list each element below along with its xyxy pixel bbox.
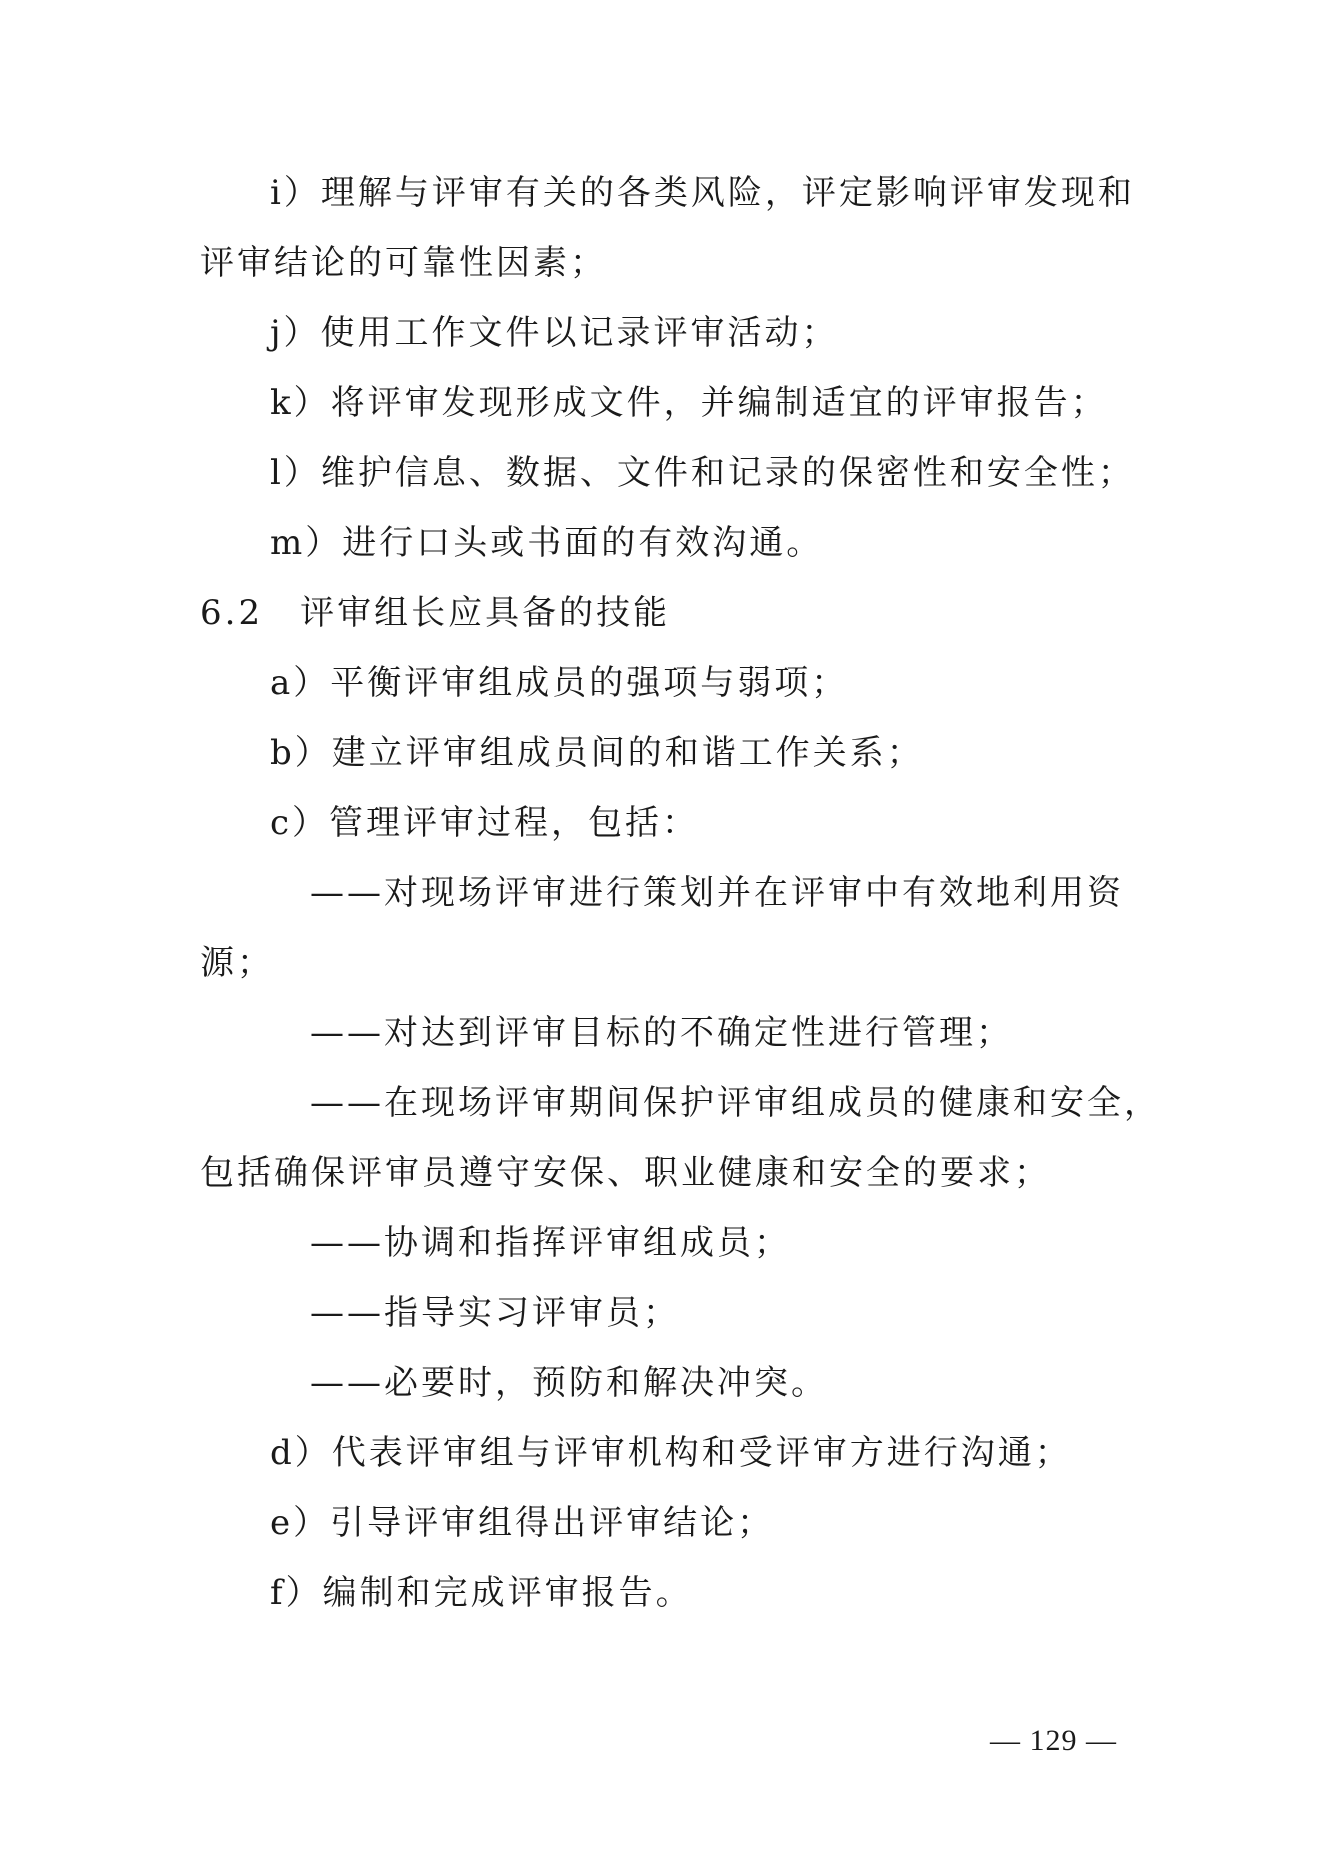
dash-item-1-continued: 源；	[200, 943, 274, 983]
list-item-k: k）将评审发现形成文件，并编制适宜的评审报告；	[270, 383, 1108, 423]
dash-item-1: ——对现场评审进行策划并在评审中有效地利用资	[310, 873, 1124, 913]
page-number: — 129 —	[990, 1724, 1117, 1757]
dash-item-5: ——指导实习评审员；	[310, 1293, 680, 1333]
dash-item-4: ——协调和指挥评审组成员；	[310, 1223, 791, 1263]
list-item-c: c）管理评审过程，包括：	[270, 803, 700, 843]
list-item-a: a）平衡评审组成员的强项与弱项；	[270, 663, 849, 703]
list-item-j: j）使用工作文件以记录评审活动；	[270, 313, 839, 353]
list-item-b: b）建立评审组成员间的和谐工作关系；	[270, 733, 924, 773]
dash-item-3-continued: 包括确保评审员遵守安保、职业健康和安全的要求；	[200, 1153, 1051, 1193]
dash-item-2: ——对达到评审目标的不确定性进行管理；	[310, 1013, 1013, 1053]
list-item-i: i）理解与评审有关的各类风险，评定影响评审发现和	[270, 173, 1135, 213]
list-item-e: e）引导评审组得出评审结论；	[270, 1503, 775, 1543]
list-item-m: m）进行口头或书面的有效沟通。	[270, 523, 824, 563]
list-item-f: f）编制和完成评审报告。	[270, 1573, 693, 1613]
list-item-l: l）维护信息、数据、文件和记录的保密性和安全性；	[270, 453, 1135, 493]
list-item-d: d）代表评审组与评审机构和受评审方进行沟通；	[270, 1433, 1072, 1473]
dash-item-3: ——在现场评审期间保护评审组成员的健康和安全，	[310, 1083, 1161, 1123]
list-item-i-continued: 评审结论的可靠性因素；	[200, 243, 607, 283]
dash-item-6: ——必要时，预防和解决冲突。	[310, 1363, 828, 1403]
section-heading: 6.2 评审组长应具备的技能	[200, 593, 671, 633]
